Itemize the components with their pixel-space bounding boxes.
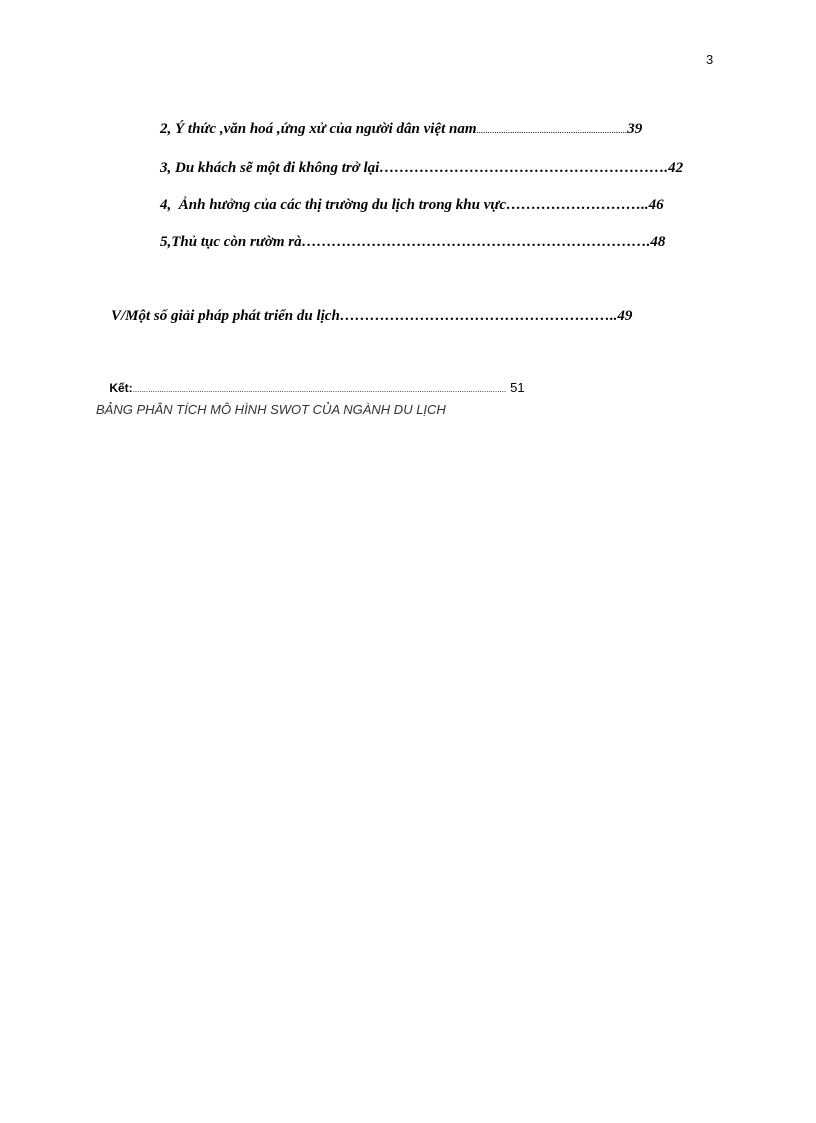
toc-entry-page: 51: [510, 380, 525, 395]
toc-leader-dots: ...................................................................: [476, 125, 628, 135]
toc-entry-text: Kết:: [109, 381, 133, 395]
toc-entry-text: V/Một số giải pháp phát triển du lịch: [111, 308, 340, 324]
toc-leader-dots: ………………………………………………..: [339, 308, 618, 324]
toc-entry-page: 39: [627, 121, 643, 137]
toc-leader-dots: ………………………..: [506, 197, 649, 213]
toc-entry-page: 49: [617, 308, 633, 324]
toc-leader-dots: …………………………………………………………….: [301, 234, 651, 250]
toc-entry-text: 2, Ý thức ,văn hoá ,ứng xử của người dân việt nam: [160, 121, 477, 137]
toc-entry-page: 48: [650, 234, 666, 250]
toc-leader-dots: ………………………………………………….: [379, 160, 669, 176]
toc-entry-page: 42: [668, 160, 684, 176]
toc-entry-section-v[interactable]: [96, 291, 632, 342]
toc-leader-dots: ........................................................................................................................................................................: [132, 385, 507, 394]
toc-entry-5[interactable]: [145, 217, 665, 268]
toc-entry-page: 46: [648, 197, 664, 213]
page-number: 3: [706, 52, 714, 67]
swot-title: BẢNG PHÂN TÍCH MÔ HÌNH SWOT CỦA NGÀNH DU LỊCH: [96, 402, 446, 417]
toc-entry-text: 5,Thủ tục còn rườm rà: [160, 234, 302, 250]
toc-entry-text: 4, Ảnh hưởng của các thị trường du lịch trong khu vực: [160, 197, 507, 213]
toc-entry-text: 3, Du khách sẽ một đi không trở lại: [160, 160, 380, 176]
